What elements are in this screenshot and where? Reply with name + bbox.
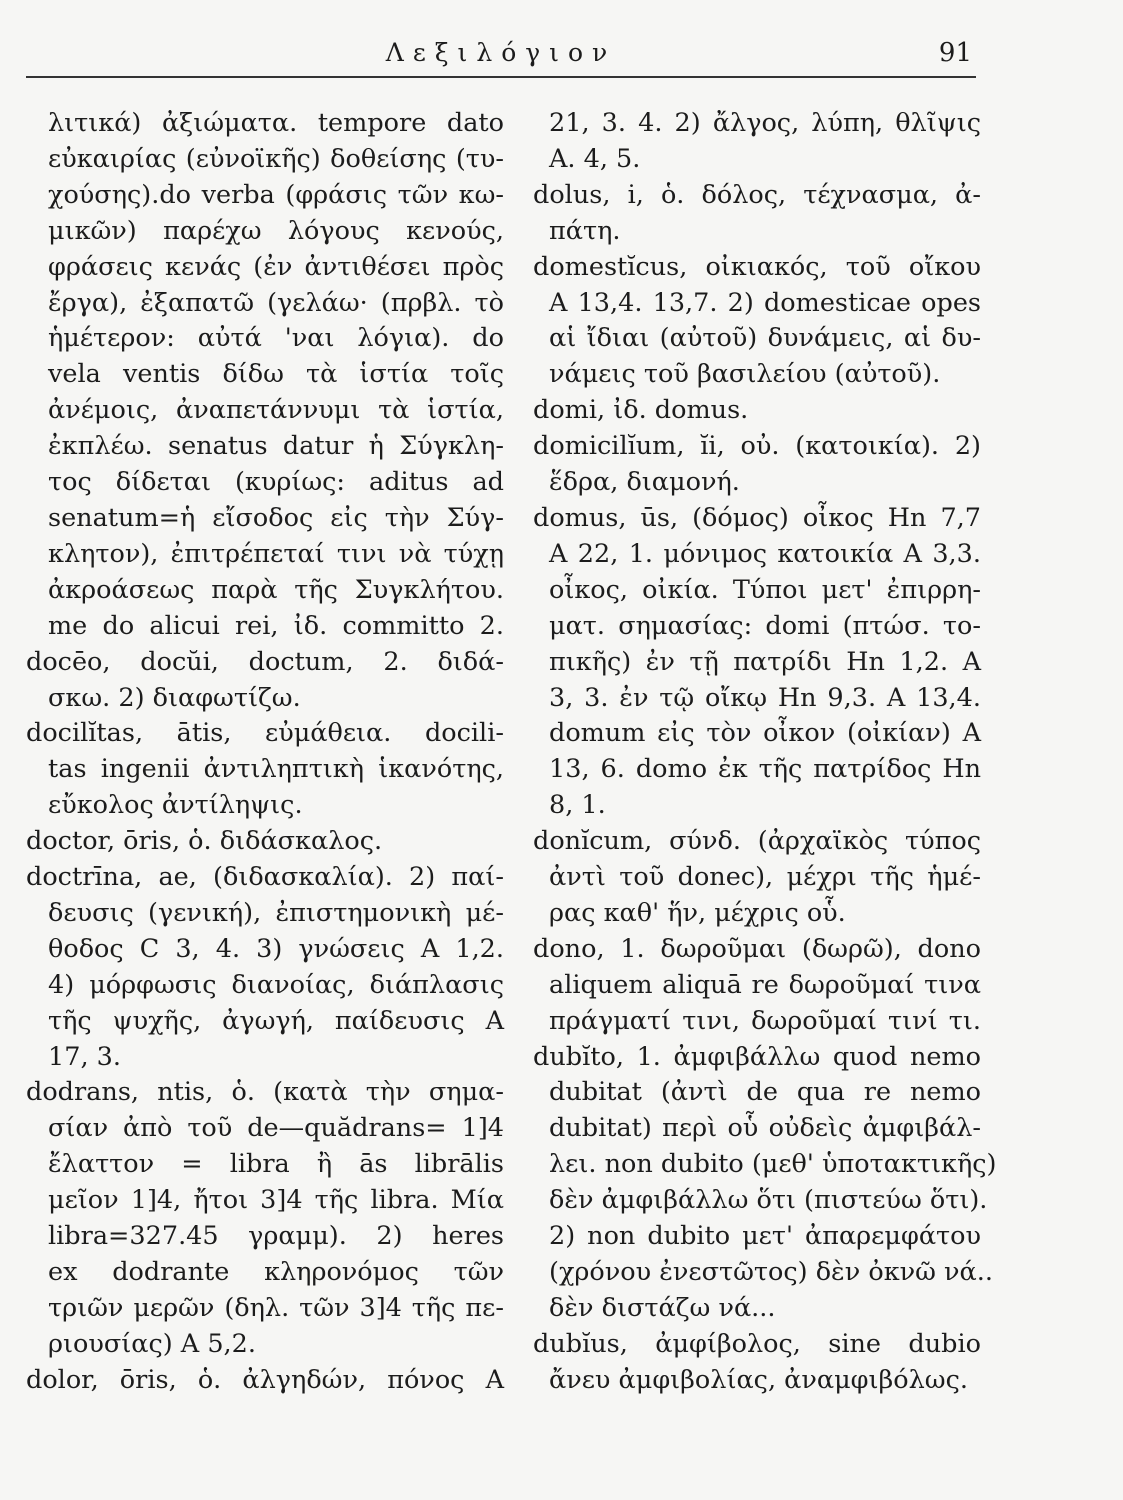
dictionary-line: κλητον), ἐπιτρέπεταί τινι νὰ τύχῃ (48, 538, 504, 569)
dictionary-line: aliquem aliquā re δωροῦμαί τινα (549, 969, 981, 1000)
dictionary-line: 3, 3. ἐν τῷ οἴκῳ Hn 9,3. A 13,4. (549, 682, 981, 713)
dictionary-line: dubĭto, 1. ἀμφιβάλλω quod nemo (533, 1041, 981, 1072)
dictionary-line: 21, 3. 4. 2) ἄλγος, λύπη, θλῖψις (549, 108, 981, 138)
dictionary-line: domicilĭum, ĭi, οὐ. (κατοικία). 2) (533, 431, 981, 462)
dictionary-line: μικῶν) παρέχω λόγους κενούς, (48, 215, 504, 246)
dictionary-line: A 22, 1. μόνιμος κατοικία A 3,3. (549, 538, 981, 569)
dictionary-line: ρας καθ' ἥν, μέχρις οὗ. (549, 897, 846, 928)
dictionary-line: dodrans, ntis, ὁ. (κατὰ τὴν σημα- (26, 1077, 504, 1108)
dictionary-line: 13, 6. domo ἐκ τῆς πατρίδος Hn (549, 754, 981, 785)
dictionary-line: domi, ἰδ. domus. (533, 395, 749, 426)
dictionary-line: αἱ ἴδιαι (αὐτοῦ) δυνάμεις, αἱ δυ- (549, 323, 981, 354)
running-title: Λεξιλόγιον (385, 38, 617, 67)
dictionary-line: χούσης).do verba (φράσις τῶν κω- (48, 179, 504, 210)
dictionary-line: λιτικά) ἀξιώματα. tempore dato (48, 108, 504, 138)
dictionary-line: dolor, ōris, ὁ. ἀλγηδών, πόνος A (26, 1364, 504, 1395)
dictionary-line: domus, ūs, (δόμος) οἶκος Hn 7,7 (533, 502, 981, 533)
dictionary-line: πράγματί τινι, δωροῦμαί τινί τι. (549, 1005, 981, 1036)
dictionary-line: docilĭtas, ātis, εὐμάθεια. docili- (26, 718, 504, 749)
dictionary-line: 2) non dubito μετ' ἀπαρεμφάτου (549, 1221, 981, 1252)
dictionary-line: πάτη. (549, 215, 621, 246)
dictionary-line: ex dodrante κληρονόμος τῶν (48, 1257, 504, 1287)
dictionary-line: ἀνέμοις, ἀναπετάννυμι τὰ ἱστία, (48, 395, 504, 426)
dictionary-line: λει. non dubito (μεθ' ὑποτακτικῆς) (549, 1149, 997, 1180)
dictionary-line: domestĭcus, οἰκιακός, τοῦ οἴκου (533, 251, 981, 282)
page-number: 91 (938, 38, 972, 68)
dictionary-line: φράσεις κενάς (ἐν ἀντιθέσει πρὸς (48, 251, 504, 282)
dictionary-line: 8, 1. (549, 790, 606, 821)
right-column (533, 106, 997, 1399)
dictionary-line: οἶκος, οἰκία. Τύποι μετ' ἐπιρρη- (549, 574, 981, 605)
dictionary-line: μεῖον 1]4, ἤτοι 3]4 τῆς libra. Μία (48, 1185, 504, 1216)
dictionary-line: doctor, ōris, ὁ. διδάσκαλος. (26, 826, 383, 857)
dictionary-line: domum εἰς τὸν οἶκον (οἰκίαν) A (549, 718, 981, 749)
dictionary-line: senatum=ἡ εἴσοδος εἰς τὴν Σύγ- (48, 502, 504, 533)
dictionary-line: ματ. σημασίας: domi (πτώσ. το- (549, 610, 981, 641)
dictionary-line: σκω. 2) διαφωτίζω. (48, 682, 301, 713)
dictionary-line: τῆς ψυχῆς, ἀγωγή, παίδευσις A (48, 1005, 504, 1036)
dictionary-line: δὲν διστάζω νά... (549, 1292, 776, 1323)
dictionary-line: νάμεις τοῦ βασιλείου (αὐτοῦ). (549, 359, 941, 390)
dictionary-line: dolus, i, ὁ. δόλος, τέχνασμα, ἀ- (533, 179, 981, 210)
dictionary-line: τριῶν μερῶν (δηλ. τῶν 3]4 τῆς πε- (48, 1292, 504, 1323)
dictionary-line: libra=327.45 γραμμ). 2) heres (48, 1221, 504, 1252)
dictionary-line: εὔκολος ἀντίληψις. (48, 790, 303, 821)
dictionary-line: τος δίδεται (κυρίως: aditus ad (48, 467, 504, 498)
dictionary-line: ἡμέτερον: αὐτά 'ναι λόγια). do (48, 323, 504, 354)
dictionary-line: ἔργα), ἐξαπατῶ (γελάω· (πρβλ. τὸ (48, 287, 504, 318)
dictionary-line: 4) μόρφωσις διανοίας, διάπλασις (48, 969, 504, 1000)
dictionary-line: σίαν ἀπὸ τοῦ de—quădrans= 1]4 (48, 1113, 504, 1144)
dictionary-line: δευσις (γενική), ἐπιστημονικὴ μέ- (48, 897, 504, 928)
dictionary-line: θοδος C 3, 4. 3) γνώσεις A 1,2. (48, 933, 504, 964)
dictionary-line: A. 4, 5. (549, 143, 641, 174)
dictionary-line: dubĭus, ἀμφίβολος, sine dubio (533, 1328, 981, 1359)
dictionary-line: εὐκαιρίας (εὐνοϊκῆς) δοθείσης (τυ- (48, 143, 504, 174)
dictionary-line: docēo, docŭi, doctum, 2. διδά- (26, 646, 504, 677)
dictionary-line: (χρόνου ἐνεστῶτος) δὲν ὀκνῶ νά.. (549, 1257, 993, 1287)
dictionary-line: dubitat) περὶ οὗ οὐδεὶς ἀμφιβάλ- (549, 1113, 981, 1144)
dictionary-line: tas ingenii ἀντιληπτικὴ ἱκανότης, (48, 754, 504, 785)
dictionary-line: πικῆς) ἐν τῇ πατρίδι Hn 1,2. A (549, 646, 981, 677)
left-column (26, 106, 504, 1399)
dictionary-line: ἄνευ ἀμφιβολίας, ἀναμφιβόλως. (549, 1364, 968, 1395)
dictionary-line: ριουσίας) A 5,2. (48, 1328, 256, 1359)
dictionary-line: 17, 3. (48, 1041, 121, 1072)
dictionary-line: ἀκροάσεως παρὰ τῆς Συγκλήτου. (48, 574, 504, 605)
dictionary-line: δὲν ἀμφιβάλλω ὅτι (πιστεύω ὅτι). (549, 1185, 988, 1216)
dictionary-line: ἀντὶ τοῦ donec), μέχρι τῆς ἡμέ- (549, 862, 981, 893)
dictionary-line: ἕδρα, διαμονή. (549, 467, 740, 498)
dictionary-line: me do alicui rei, ἰδ. committo 2. (48, 610, 504, 641)
dictionary-line: doctrīna, ae, (διδασκαλία). 2) παί- (26, 862, 504, 893)
dictionary-line: A 13,4. 13,7. 2) domesticae opes (549, 287, 981, 318)
page-header (26, 34, 976, 78)
dictionary-line: vela ventis δίδω τὰ ἱστία τοῖς (48, 359, 504, 390)
dictionary-line: ἐκπλέω. senatus datur ἡ Σύγκλη- (48, 431, 504, 462)
dictionary-line: dubitat (ἀντὶ de qua re nemo (549, 1077, 981, 1108)
dictionary-line: ἔλαττον = libra ἢ ās librālis (48, 1149, 504, 1180)
dictionary-line: dono, 1. δωροῦμαι (δωρῶ), dono (533, 933, 981, 964)
dictionary-line: donĭcum, σύνδ. (ἀρχαϊκὸς τύπος (533, 826, 981, 857)
